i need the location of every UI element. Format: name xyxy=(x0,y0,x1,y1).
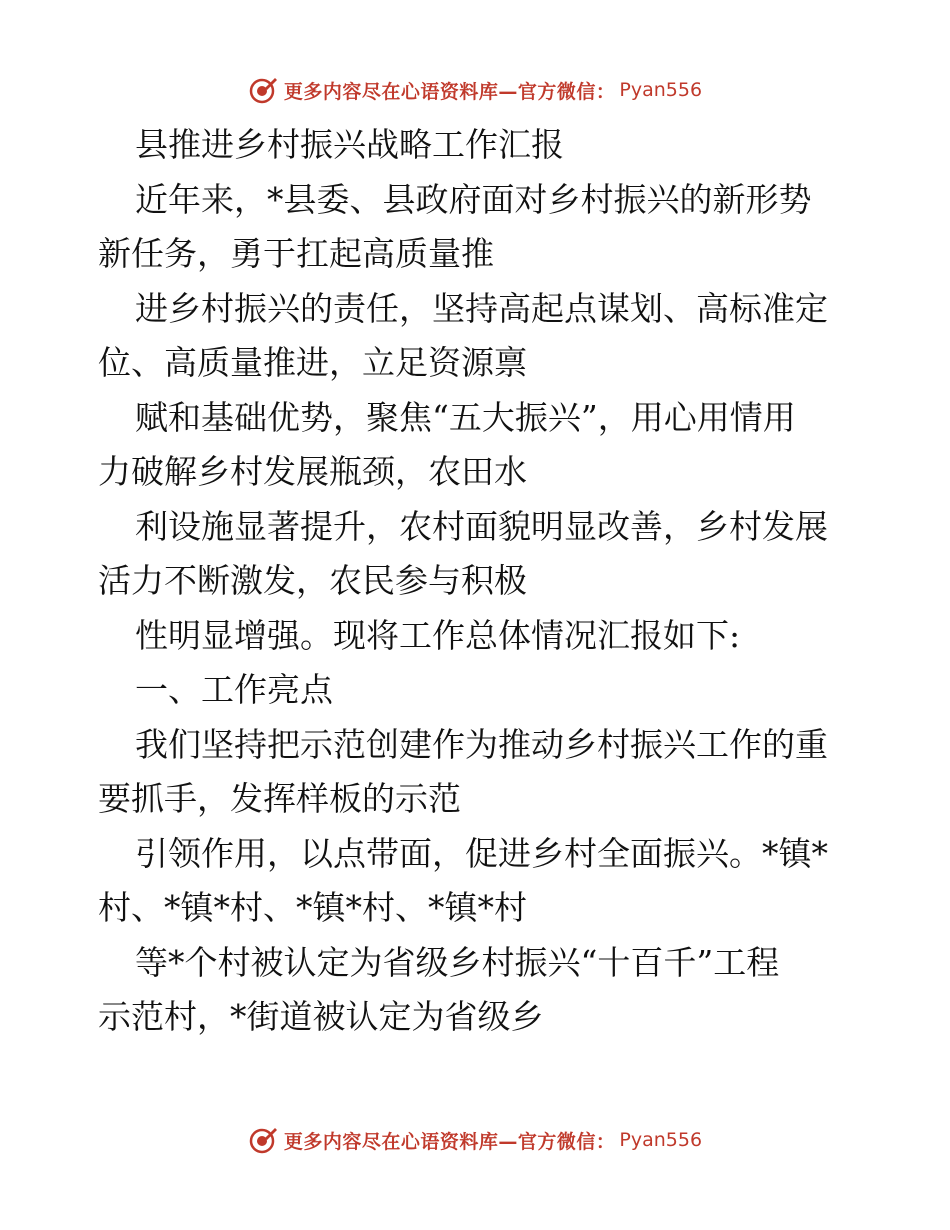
banner-text: 更多内容尽在心语资料库—官方微信： xyxy=(283,1130,616,1153)
section-heading: 一、工作亮点 xyxy=(135,670,333,709)
banner-wechat-id: Pyan556 xyxy=(619,79,703,101)
header-banner xyxy=(0,70,950,110)
pen-circle-logo-icon xyxy=(248,75,278,105)
text-line: 性明显增强。现将工作总体情况汇报如下: xyxy=(135,615,741,655)
text-line: 近年来，*县委、县政府面对乡村振兴的新形势 xyxy=(135,179,812,219)
text-line: 示范村，*街道被认定为省级乡 xyxy=(98,997,544,1036)
text-line: 要抓手，发挥样板的示范 xyxy=(98,779,461,818)
footer-banner xyxy=(0,1120,950,1160)
text-line: 村、*镇*村、*镇*村、*镇*村 xyxy=(98,888,527,927)
text-line: 活力不断激发，农民参与积极 xyxy=(98,561,527,600)
text-line: 位、高质量推进，立足资源禀 xyxy=(98,343,527,382)
text-line: 利设施显著提升，农村面貌明显改善，乡村发展 xyxy=(135,506,828,546)
document-body xyxy=(98,118,858,1045)
document-title: 县推进乡村振兴战略工作汇报 xyxy=(135,125,564,164)
text-line: 进乡村振兴的责任，坚持高起点谋划、高标准定 xyxy=(135,288,828,328)
text-line: 我们坚持把示范创建作为推动乡村振兴工作的重 xyxy=(135,724,828,764)
text-line: 引领作用，以点带面，促进乡村全面振兴。*镇* xyxy=(135,833,828,873)
text-line: 等*个村被认定为省级乡村振兴“十百千”工程 xyxy=(135,942,780,982)
text-line: 新任务，勇于扛起高质量推 xyxy=(98,234,494,273)
pen-circle-logo-icon xyxy=(248,1125,278,1155)
text-line: 赋和基础优势，聚焦“五大振兴”，用心用情用 xyxy=(135,397,796,437)
banner-text: 更多内容尽在心语资料库—官方微信： xyxy=(283,80,616,103)
text-line: 力破解乡村发展瓶颈，农田水 xyxy=(98,452,527,491)
banner-wechat-id: Pyan556 xyxy=(619,1129,703,1151)
